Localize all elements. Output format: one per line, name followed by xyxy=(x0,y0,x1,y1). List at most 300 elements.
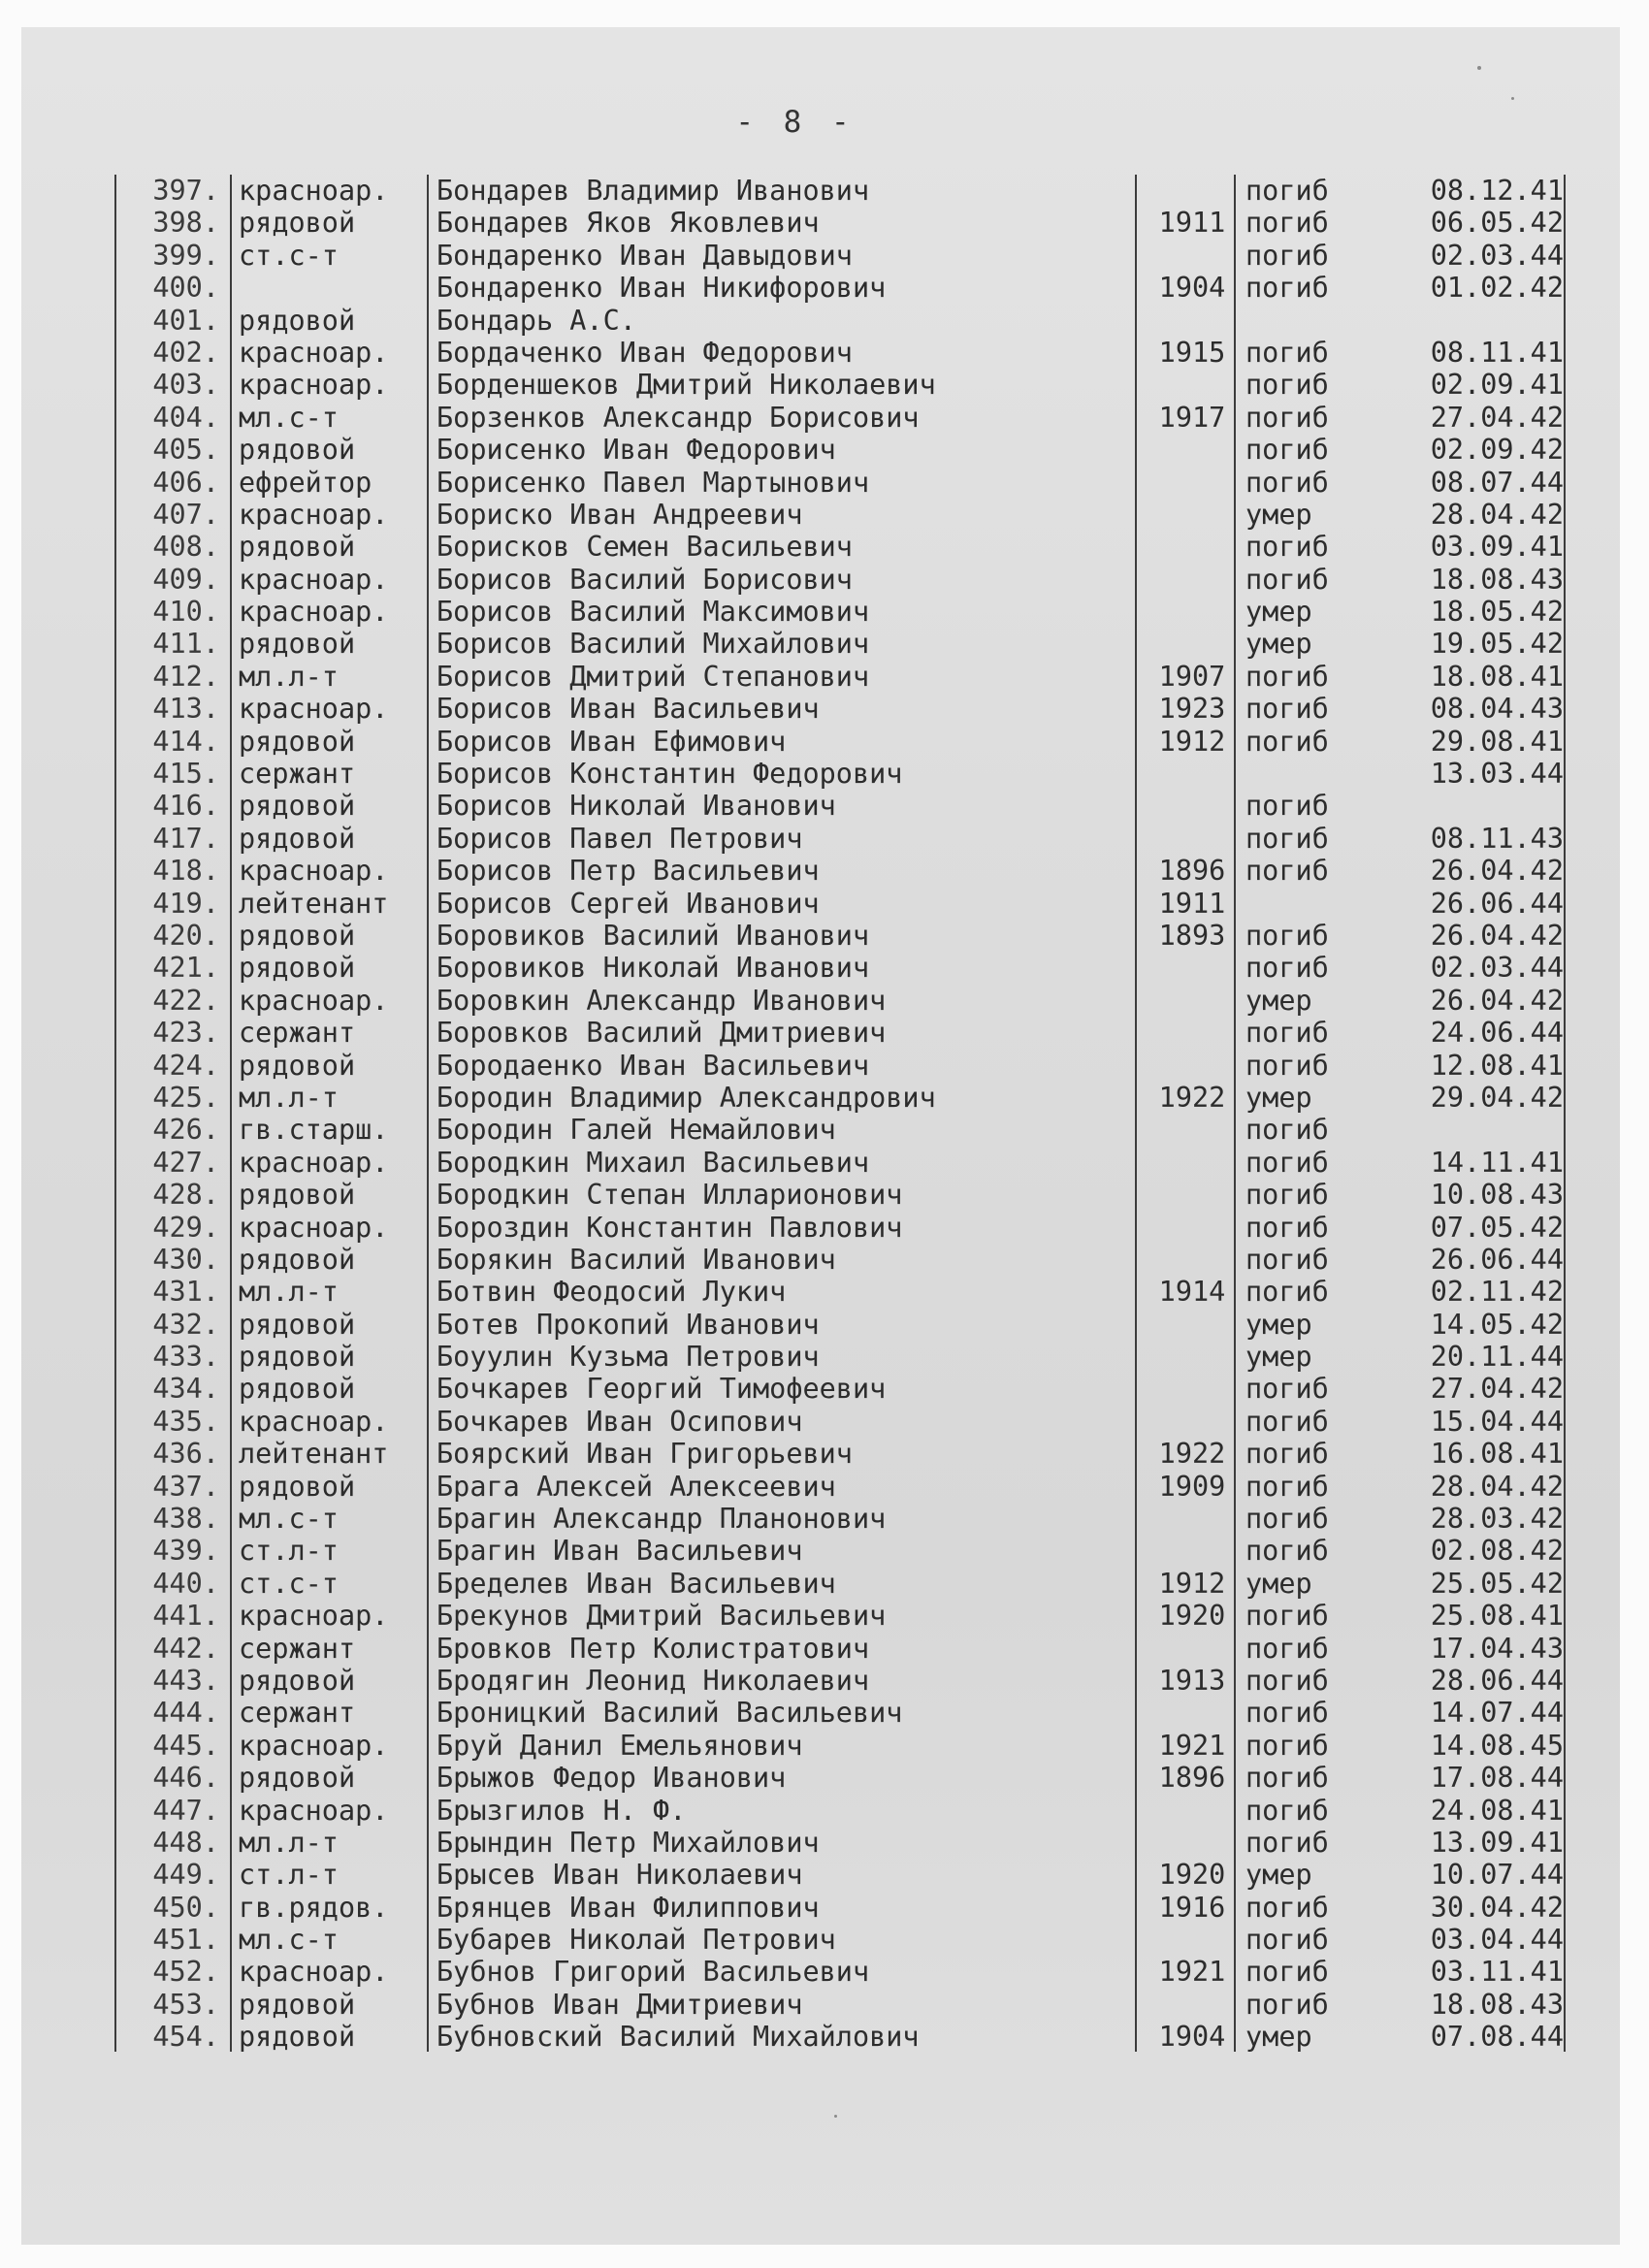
row-birth-year: 1896 xyxy=(1158,1762,1226,1795)
row-number: 419. xyxy=(152,887,219,920)
row-date: 24.06.44 xyxy=(1430,1017,1564,1050)
table-row xyxy=(109,823,1573,855)
row-number: 425. xyxy=(152,1081,219,1114)
row-date: 02.11.42 xyxy=(1430,1276,1564,1309)
row-rank: рядовой xyxy=(239,725,356,758)
table-row xyxy=(109,434,1573,466)
row-number: 427. xyxy=(152,1146,219,1179)
row-date: 25.08.41 xyxy=(1430,1600,1564,1633)
row-date: 30.04.42 xyxy=(1430,1891,1564,1924)
casualty-list-table xyxy=(109,175,1573,2054)
row-status: погиб xyxy=(1245,1988,1329,2021)
row-rank: рядовой xyxy=(239,2021,356,2054)
row-name: Ботев Прокопий Иванович xyxy=(436,1308,820,1341)
row-name: Брага Алексей Алексеевич xyxy=(436,1470,836,1503)
row-rank: рядовой xyxy=(239,1243,356,1276)
row-date: 18.05.42 xyxy=(1430,596,1564,629)
row-status: погиб xyxy=(1245,1179,1329,1212)
row-name: Бондаренко Иван Никифорович xyxy=(436,272,887,305)
row-status: погиб xyxy=(1245,207,1329,240)
scan-speck xyxy=(1477,66,1481,70)
row-date: 07.05.42 xyxy=(1430,1211,1564,1244)
row-name: Брагин Иван Васильевич xyxy=(436,1535,803,1568)
row-name: Бордаченко Иван Федорович xyxy=(436,336,853,369)
row-name: Броницкий Василий Васильевич xyxy=(436,1697,903,1730)
row-name: Борисов Павел Петрович xyxy=(436,822,803,855)
row-date: 08.04.43 xyxy=(1430,693,1564,726)
row-rank: сержант xyxy=(239,1697,356,1730)
row-name: Борзенков Александр Борисович xyxy=(436,401,920,434)
table-row xyxy=(109,1503,1573,1535)
table-row xyxy=(109,564,1573,596)
row-status: погиб xyxy=(1245,434,1329,467)
table-row xyxy=(109,596,1573,628)
row-status: умер xyxy=(1245,1859,1312,1892)
row-name: Боуулин Кузьма Петрович xyxy=(436,1341,820,1374)
row-date: 06.05.42 xyxy=(1430,207,1564,240)
row-number: 449. xyxy=(152,1859,219,1892)
row-status: погиб xyxy=(1245,1535,1329,1568)
row-number: 451. xyxy=(152,1924,219,1957)
row-date: 18.08.41 xyxy=(1430,660,1564,693)
row-date: 18.08.43 xyxy=(1430,1988,1564,2021)
row-rank: рядовой xyxy=(239,790,356,823)
row-date: 26.04.42 xyxy=(1430,855,1564,888)
table-row xyxy=(109,1568,1573,1600)
table-row xyxy=(109,402,1573,434)
row-rank: краснoар. xyxy=(239,596,389,629)
row-number: 410. xyxy=(152,596,219,629)
row-birth-year: 1923 xyxy=(1158,693,1226,726)
row-date: 28.06.44 xyxy=(1430,1664,1564,1697)
table-row xyxy=(109,1989,1573,2021)
row-rank: рядовой xyxy=(239,1664,356,1697)
row-rank: краснoар. xyxy=(239,369,389,402)
row-rank: краснoар. xyxy=(239,563,389,596)
row-number: 437. xyxy=(152,1470,219,1503)
row-rank: ефрейтор xyxy=(239,466,372,499)
row-status: погиб xyxy=(1245,660,1329,693)
row-name: Борисов Василий Михайлович xyxy=(436,628,870,661)
scan-speck xyxy=(834,2115,837,2118)
row-name: Бродягин Леонид Николаевич xyxy=(436,1664,870,1697)
row-number: 443. xyxy=(152,1664,219,1697)
row-birth-year: 1913 xyxy=(1158,1664,1226,1697)
row-status: погиб xyxy=(1245,1470,1329,1503)
row-birth-year: 1916 xyxy=(1158,1891,1226,1924)
row-rank: рядовой xyxy=(239,1341,356,1374)
row-date: 26.06.44 xyxy=(1430,1243,1564,1276)
table-row xyxy=(109,1276,1573,1308)
table-row xyxy=(109,175,1573,207)
row-number: 426. xyxy=(152,1114,219,1147)
row-name: Бондарь А.С. xyxy=(436,304,636,337)
row-name: Ботвин Феодосий Лукич xyxy=(436,1276,787,1309)
row-status: погиб xyxy=(1245,1438,1329,1471)
table-row xyxy=(109,1795,1573,1827)
row-status: умер xyxy=(1245,498,1312,531)
row-rank: рядовой xyxy=(239,1179,356,1212)
table-row xyxy=(109,1373,1573,1405)
row-number: 435. xyxy=(152,1405,219,1438)
row-date: 10.07.44 xyxy=(1430,1859,1564,1892)
row-rank: сержант xyxy=(239,758,356,791)
row-status: погиб xyxy=(1245,822,1329,855)
row-date: 02.03.44 xyxy=(1430,239,1564,272)
row-date: 12.08.41 xyxy=(1430,1049,1564,1082)
row-birth-year: 1893 xyxy=(1158,919,1226,952)
row-date: 02.09.42 xyxy=(1430,434,1564,467)
row-rank: краснoар. xyxy=(239,336,389,369)
row-status: погиб xyxy=(1245,272,1329,305)
row-date: 24.08.41 xyxy=(1430,1794,1564,1827)
row-name: Бубарев Николай Петрович xyxy=(436,1924,836,1957)
row-rank: рядовой xyxy=(239,1049,356,1082)
row-status: погиб xyxy=(1245,1405,1329,1438)
row-date: 03.09.41 xyxy=(1430,531,1564,564)
row-birth-year: 1920 xyxy=(1158,1600,1226,1633)
row-status: погиб xyxy=(1245,1503,1329,1536)
row-number: 446. xyxy=(152,1762,219,1795)
row-status: умер xyxy=(1245,1341,1312,1374)
row-date: 28.04.42 xyxy=(1430,1470,1564,1503)
row-number: 440. xyxy=(152,1567,219,1600)
row-name: Бондаренко Иван Давыдович xyxy=(436,239,853,272)
table-row xyxy=(109,1147,1573,1179)
row-status: погиб xyxy=(1245,790,1329,823)
row-rank: краснoар. xyxy=(239,1729,389,1762)
row-status: погиб xyxy=(1245,1729,1329,1762)
row-rank: мл.с-т xyxy=(239,401,339,434)
row-date: 26.04.42 xyxy=(1430,919,1564,952)
row-rank: рядовой xyxy=(239,628,356,661)
row-date: 02.03.44 xyxy=(1430,952,1564,985)
row-birth-year: 1904 xyxy=(1158,272,1226,305)
table-row xyxy=(109,1633,1573,1665)
row-number: 433. xyxy=(152,1341,219,1374)
row-birth-year: 1922 xyxy=(1158,1081,1226,1114)
row-rank: мл.с-т xyxy=(239,1503,339,1536)
table-row xyxy=(109,467,1573,499)
row-number: 399. xyxy=(152,239,219,272)
row-status: погиб xyxy=(1245,1632,1329,1665)
row-number: 408. xyxy=(152,531,219,564)
row-rank: рядовой xyxy=(239,531,356,564)
row-rank: рядовой xyxy=(239,207,356,240)
row-status: погиб xyxy=(1245,1697,1329,1730)
row-number: 424. xyxy=(152,1049,219,1082)
row-name: Бородаенко Иван Васильевич xyxy=(436,1049,870,1082)
row-number: 447. xyxy=(152,1794,219,1827)
row-rank: рядовой xyxy=(239,1988,356,2021)
table-row xyxy=(109,855,1573,887)
row-status: погиб xyxy=(1245,466,1329,499)
row-rank: краснoар. xyxy=(239,175,389,207)
page-number: - 8 - xyxy=(735,105,856,140)
row-name: Бондарев Яков Яковлевич xyxy=(436,207,820,240)
table-row xyxy=(109,1924,1573,1956)
row-name: Борисенко Иван Федорович xyxy=(436,434,836,467)
row-name: Бородин Владимир Александрович xyxy=(436,1081,936,1114)
row-number: 418. xyxy=(152,855,219,888)
table-row xyxy=(109,2021,1573,2053)
row-number: 444. xyxy=(152,1697,219,1730)
table-row xyxy=(109,952,1573,984)
row-date: 08.11.41 xyxy=(1430,336,1564,369)
row-number: 411. xyxy=(152,628,219,661)
row-birth-year: 1907 xyxy=(1158,660,1226,693)
table-row xyxy=(109,888,1573,920)
row-rank: рядовой xyxy=(239,1762,356,1795)
row-birth-year: 1909 xyxy=(1158,1470,1226,1503)
row-rank: рядовой xyxy=(239,1308,356,1341)
row-rank: сержант xyxy=(239,1632,356,1665)
row-status: погиб xyxy=(1245,1146,1329,1179)
row-name: Борисов Василий Борисович xyxy=(436,563,853,596)
row-birth-year: 1922 xyxy=(1158,1438,1226,1471)
table-row xyxy=(109,1017,1573,1049)
row-status: погиб xyxy=(1245,1211,1329,1244)
row-number: 452. xyxy=(152,1956,219,1989)
row-status: погиб xyxy=(1245,1924,1329,1957)
row-status: погиб xyxy=(1245,1017,1329,1050)
table-row xyxy=(109,1892,1573,1924)
table-row xyxy=(109,985,1573,1017)
row-name: Борисов Петр Васильевич xyxy=(436,855,820,888)
row-name: Бруй Данил Емельянович xyxy=(436,1729,803,1762)
row-rank: краснoар. xyxy=(239,855,389,888)
row-birth-year: 1896 xyxy=(1158,855,1226,888)
row-status: погиб xyxy=(1245,175,1329,207)
row-number: 420. xyxy=(152,919,219,952)
row-name: Борисов Иван Васильевич xyxy=(436,693,820,726)
row-name: Борисов Иван Ефимович xyxy=(436,725,787,758)
row-number: 405. xyxy=(152,434,219,467)
row-number: 401. xyxy=(152,304,219,337)
row-rank: мл.с-т xyxy=(239,1924,339,1957)
row-date: 01.02.42 xyxy=(1430,272,1564,305)
row-status: погиб xyxy=(1245,1049,1329,1082)
row-date: 15.04.44 xyxy=(1430,1405,1564,1438)
row-name: Брындин Петр Михайлович xyxy=(436,1826,820,1859)
row-number: 417. xyxy=(152,822,219,855)
row-status: погиб xyxy=(1245,693,1329,726)
row-number: 402. xyxy=(152,336,219,369)
row-name: Борисов Николай Иванович xyxy=(436,790,836,823)
row-rank: мл.л-т xyxy=(239,1276,339,1309)
row-number: 453. xyxy=(152,1988,219,2021)
row-date: 14.07.44 xyxy=(1430,1697,1564,1730)
row-name: Бородкин Степан Илларионович xyxy=(436,1179,903,1212)
row-date: 18.08.43 xyxy=(1430,563,1564,596)
row-date: 28.03.42 xyxy=(1430,1503,1564,1536)
row-date: 07.08.44 xyxy=(1430,2021,1564,2054)
row-status: умер xyxy=(1245,1567,1312,1600)
row-number: 429. xyxy=(152,1211,219,1244)
row-name: Бочкарев Георгий Тимофеевич xyxy=(436,1373,887,1406)
row-number: 403. xyxy=(152,369,219,402)
row-birth-year: 1912 xyxy=(1158,1567,1226,1600)
row-number: 428. xyxy=(152,1179,219,1212)
row-name: Борисов Константин Федорович xyxy=(436,758,903,791)
row-name: Боровиков Василий Иванович xyxy=(436,919,870,952)
row-status: погиб xyxy=(1245,563,1329,596)
row-number: 450. xyxy=(152,1891,219,1924)
row-number: 454. xyxy=(152,2021,219,2054)
table-row xyxy=(109,272,1573,304)
row-rank: краснoар. xyxy=(239,1211,389,1244)
table-row xyxy=(109,1859,1573,1891)
row-name: Бочкарев Иван Осипович xyxy=(436,1405,803,1438)
table-row xyxy=(109,758,1573,790)
row-date: 10.08.43 xyxy=(1430,1179,1564,1212)
row-name: Боровкин Александр Иванович xyxy=(436,984,887,1017)
row-number: 431. xyxy=(152,1276,219,1309)
row-birth-year: 1911 xyxy=(1158,207,1226,240)
table-row xyxy=(109,1956,1573,1988)
row-rank: рядовой xyxy=(239,822,356,855)
row-name: Борисов Сергей Иванович xyxy=(436,887,820,920)
row-name: Брагин Александр Планонович xyxy=(436,1503,887,1536)
row-name: Борисенко Павел Мартынович xyxy=(436,466,870,499)
table-row xyxy=(109,1050,1573,1082)
row-rank: краснoар. xyxy=(239,1600,389,1633)
row-status: умер xyxy=(1245,1308,1312,1341)
row-number: 406. xyxy=(152,466,219,499)
row-rank: краснoар. xyxy=(239,1146,389,1179)
row-name: Борисов Дмитрий Степанович xyxy=(436,660,870,693)
row-name: Брыжов Федор Иванович xyxy=(436,1762,787,1795)
row-date: 13.09.41 xyxy=(1430,1826,1564,1859)
row-rank: лейтенант xyxy=(239,887,389,920)
row-number: 416. xyxy=(152,790,219,823)
row-number: 448. xyxy=(152,1826,219,1859)
row-rank: рядовой xyxy=(239,1470,356,1503)
row-status: погиб xyxy=(1245,725,1329,758)
table-row xyxy=(109,1341,1573,1373)
row-status: погиб xyxy=(1245,1794,1329,1827)
row-rank: ст.л-т xyxy=(239,1859,339,1892)
row-status: погиб xyxy=(1245,1243,1329,1276)
row-date: 14.08.45 xyxy=(1430,1729,1564,1762)
row-status: погиб xyxy=(1245,1826,1329,1859)
row-rank: ст.л-т xyxy=(239,1535,339,1568)
row-birth-year: 1921 xyxy=(1158,1729,1226,1762)
row-status: погиб xyxy=(1245,531,1329,564)
row-number: 434. xyxy=(152,1373,219,1406)
row-date: 03.11.41 xyxy=(1430,1956,1564,1989)
table-row xyxy=(109,1438,1573,1470)
row-date: 08.07.44 xyxy=(1430,466,1564,499)
table-row xyxy=(109,1082,1573,1114)
table-row xyxy=(109,1697,1573,1729)
row-number: 422. xyxy=(152,984,219,1017)
row-date: 14.05.42 xyxy=(1430,1308,1564,1341)
row-status: погиб xyxy=(1245,1114,1329,1147)
row-date: 14.11.41 xyxy=(1430,1146,1564,1179)
row-number: 445. xyxy=(152,1729,219,1762)
row-number: 412. xyxy=(152,660,219,693)
table-row xyxy=(109,1244,1573,1276)
row-birth-year: 1911 xyxy=(1158,887,1226,920)
row-name: Борисков Семен Васильевич xyxy=(436,531,853,564)
row-date: 17.04.43 xyxy=(1430,1632,1564,1665)
row-date: 29.04.42 xyxy=(1430,1081,1564,1114)
row-date: 08.12.41 xyxy=(1430,175,1564,207)
row-number: 413. xyxy=(152,693,219,726)
table-row xyxy=(109,920,1573,952)
row-name: Бориско Иван Андреевич xyxy=(436,498,803,531)
row-rank: краснoар. xyxy=(239,1405,389,1438)
scan-speck xyxy=(1511,97,1514,100)
row-status: погиб xyxy=(1245,369,1329,402)
row-number: 432. xyxy=(152,1308,219,1341)
table-row xyxy=(109,693,1573,725)
row-date: 29.08.41 xyxy=(1430,725,1564,758)
row-name: Бровков Петр Колистратович xyxy=(436,1632,870,1665)
table-row xyxy=(109,1114,1573,1146)
table-row xyxy=(109,1212,1573,1244)
row-number: 397. xyxy=(152,175,219,207)
table-row xyxy=(109,1535,1573,1567)
table-row xyxy=(109,726,1573,758)
row-birth-year: 1921 xyxy=(1158,1956,1226,1989)
row-name: Бондарев Владимир Иванович xyxy=(436,175,870,207)
row-date: 08.11.43 xyxy=(1430,822,1564,855)
table-row xyxy=(109,531,1573,563)
table-row xyxy=(109,207,1573,239)
row-rank: рядовой xyxy=(239,1373,356,1406)
row-rank: мл.л-т xyxy=(239,660,339,693)
table-row xyxy=(109,1827,1573,1859)
row-name: Бубнов Григорий Васильевич xyxy=(436,1956,870,1989)
row-rank: краснoар. xyxy=(239,498,389,531)
row-status: погиб xyxy=(1245,1276,1329,1309)
row-rank: краснoар. xyxy=(239,693,389,726)
table-row xyxy=(109,628,1573,660)
row-rank: рядовой xyxy=(239,304,356,337)
row-rank: ст.с-т xyxy=(239,1567,339,1600)
row-name: Боярский Иван Григорьевич xyxy=(436,1438,853,1471)
table-row xyxy=(109,1179,1573,1211)
row-number: 438. xyxy=(152,1503,219,1536)
row-number: 441. xyxy=(152,1600,219,1633)
row-number: 398. xyxy=(152,207,219,240)
row-number: 430. xyxy=(152,1243,219,1276)
row-date: 26.04.42 xyxy=(1430,984,1564,1017)
row-name: Борденшеков Дмитрий Николаевич xyxy=(436,369,936,402)
row-rank: мл.л-т xyxy=(239,1081,339,1114)
row-rank: рядовой xyxy=(239,952,356,985)
row-status: умер xyxy=(1245,1081,1312,1114)
row-name: Боровков Василий Дмитриевич xyxy=(436,1017,887,1050)
row-number: 421. xyxy=(152,952,219,985)
row-date: 25.05.42 xyxy=(1430,1567,1564,1600)
row-date: 20.11.44 xyxy=(1430,1341,1564,1374)
row-status: погиб xyxy=(1245,1600,1329,1633)
row-name: Бределев Иван Васильевич xyxy=(436,1567,836,1600)
row-status: погиб xyxy=(1245,1664,1329,1697)
row-rank: рядовой xyxy=(239,434,356,467)
row-rank: сержант xyxy=(239,1017,356,1050)
row-name: Бородкин Михаил Васильевич xyxy=(436,1146,870,1179)
row-date: 27.04.42 xyxy=(1430,1373,1564,1406)
row-birth-year: 1915 xyxy=(1158,336,1226,369)
row-name: Брысев Иван Николаевич xyxy=(436,1859,803,1892)
row-rank: гв.старш. xyxy=(239,1114,389,1147)
row-birth-year: 1920 xyxy=(1158,1859,1226,1892)
row-name: Боровиков Николай Иванович xyxy=(436,952,870,985)
